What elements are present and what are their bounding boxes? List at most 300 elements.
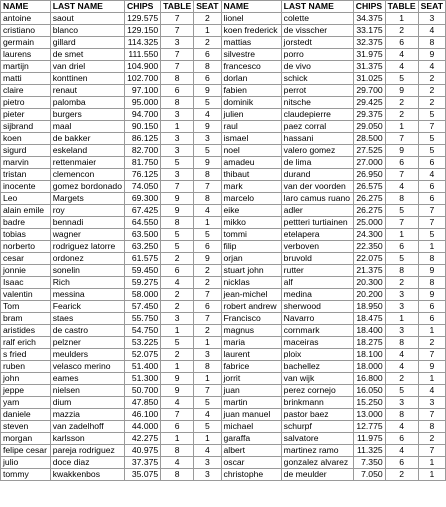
col-header-name: NAME	[221, 1, 281, 13]
left-first-name-cell: norberto	[1, 241, 51, 253]
right-chips-cell: 31.375	[353, 61, 385, 73]
left-seat-cell: 7	[194, 181, 221, 193]
table-row	[1, 181, 446, 193]
col-header-chips: CHIPS	[125, 1, 161, 13]
left-last-name-cell: ordonez	[50, 253, 124, 265]
table-row	[1, 409, 446, 421]
right-seat-cell: 6	[418, 181, 445, 193]
left-first-name-cell: tristan	[1, 169, 51, 181]
right-table-cell: 1	[385, 229, 418, 241]
left-last-name-cell: Margets	[50, 193, 124, 205]
right-last-name-cell: etelapera	[281, 229, 353, 241]
left-first-name-cell: tommy	[1, 469, 51, 481]
left-first-name-cell: Leo	[1, 193, 51, 205]
right-chips-cell: 29.425	[353, 97, 385, 109]
left-seat-cell: 7	[194, 289, 221, 301]
table-row	[1, 13, 446, 25]
right-table-cell: 2	[385, 25, 418, 37]
right-last-name-cell: valero gomez	[281, 145, 353, 157]
right-chips-cell: 26.275	[353, 205, 385, 217]
left-table-cell: 9	[161, 373, 194, 385]
left-seat-cell: 5	[194, 229, 221, 241]
left-chips-cell: 37.375	[125, 457, 161, 469]
left-seat-cell: 9	[194, 253, 221, 265]
right-seat-cell: 2	[418, 85, 445, 97]
left-first-name-cell: jonnie	[1, 265, 51, 277]
right-last-name-cell: de visscher	[281, 25, 353, 37]
left-chips-cell: 42.275	[125, 433, 161, 445]
left-last-name-cell: roy	[50, 205, 124, 217]
right-chips-cell: 21.375	[353, 265, 385, 277]
right-first-name-cell: mikko	[221, 217, 281, 229]
right-seat-cell: 2	[418, 337, 445, 349]
right-table-cell: 8	[385, 193, 418, 205]
col-header-seat: SEAT	[418, 1, 445, 13]
left-last-name-cell: burgers	[50, 109, 124, 121]
right-last-name-cell: bruvold	[281, 253, 353, 265]
left-table-cell: 7	[161, 49, 194, 61]
right-first-name-cell: laurent	[221, 349, 281, 361]
right-chips-cell: 15.250	[353, 397, 385, 409]
left-seat-cell: 5	[194, 421, 221, 433]
right-table-cell: 2	[385, 469, 418, 481]
right-table-cell: 3	[385, 325, 418, 337]
left-seat-cell: 6	[194, 49, 221, 61]
right-seat-cell: 5	[418, 229, 445, 241]
left-table-cell: 7	[161, 409, 194, 421]
left-first-name-cell: felipe cesar	[1, 445, 51, 457]
left-first-name-cell: matti	[1, 73, 51, 85]
left-chips-cell: 61.575	[125, 253, 161, 265]
left-last-name-cell: dium	[50, 397, 124, 409]
left-last-name-cell: de bakker	[50, 133, 124, 145]
right-first-name-cell: thibaut	[221, 169, 281, 181]
right-first-name-cell: jean-michel	[221, 289, 281, 301]
right-last-name-cell: schurpf	[281, 421, 353, 433]
right-first-name-cell: francesco	[221, 61, 281, 73]
right-first-name-cell: dominik	[221, 97, 281, 109]
right-chips-cell: 27.525	[353, 145, 385, 157]
right-table-cell: 7	[385, 133, 418, 145]
left-seat-cell: 2	[194, 37, 221, 49]
right-table-cell: 3	[385, 289, 418, 301]
left-last-name-cell: van zadelhoff	[50, 421, 124, 433]
left-table-cell: 9	[161, 193, 194, 205]
left-table-cell: 9	[161, 385, 194, 397]
left-table-cell: 1	[161, 361, 194, 373]
right-seat-cell: 5	[418, 145, 445, 157]
left-chips-cell: 52.075	[125, 349, 161, 361]
right-table-cell: 4	[385, 361, 418, 373]
right-last-name-cell: ploix	[281, 349, 353, 361]
left-first-name-cell: antoine	[1, 13, 51, 25]
left-last-name-cell: eskeland	[50, 145, 124, 157]
right-last-name-cell: van der voorden	[281, 181, 353, 193]
right-chips-cell: 18.100	[353, 349, 385, 361]
left-table-cell: 2	[161, 301, 194, 313]
right-last-name-cell: brinkmann	[281, 397, 353, 409]
left-table-cell: 7	[161, 61, 194, 73]
right-seat-cell: 1	[418, 457, 445, 469]
table-row	[1, 145, 446, 157]
right-last-name-cell: salvatore	[281, 433, 353, 445]
table-row	[1, 265, 446, 277]
right-last-name-cell: porro	[281, 49, 353, 61]
right-seat-cell: 1	[418, 469, 445, 481]
left-chips-cell: 58.000	[125, 289, 161, 301]
right-last-name-cell: pastor baez	[281, 409, 353, 421]
left-seat-cell: 6	[194, 241, 221, 253]
left-first-name-cell: tobias	[1, 229, 51, 241]
left-last-name-cell: gomez bordonado	[50, 181, 124, 193]
left-first-name-cell: ruben	[1, 361, 51, 373]
left-seat-cell: 9	[194, 157, 221, 169]
left-chips-cell: 63.250	[125, 241, 161, 253]
right-table-cell: 6	[385, 157, 418, 169]
left-chips-cell: 102.700	[125, 73, 161, 85]
right-chips-cell: 22.350	[353, 241, 385, 253]
left-last-name-cell: pelzner	[50, 337, 124, 349]
table-row	[1, 289, 446, 301]
left-chips-cell: 94.700	[125, 109, 161, 121]
right-first-name-cell: michael	[221, 421, 281, 433]
right-last-name-cell: Navarro	[281, 313, 353, 325]
left-chips-cell: 90.150	[125, 121, 161, 133]
right-seat-cell: 7	[418, 409, 445, 421]
left-chips-cell: 54.750	[125, 325, 161, 337]
left-first-name-cell: laurens	[1, 49, 51, 61]
left-last-name-cell: nielsen	[50, 385, 124, 397]
right-first-name-cell: tommi	[221, 229, 281, 241]
right-first-name-cell: maria	[221, 337, 281, 349]
right-table-cell: 6	[385, 433, 418, 445]
left-table-cell: 3	[161, 133, 194, 145]
right-first-name-cell: martin	[221, 397, 281, 409]
table-row	[1, 85, 446, 97]
right-chips-cell: 33.175	[353, 25, 385, 37]
right-first-name-cell: raul	[221, 121, 281, 133]
right-last-name-cell: laro camus ruano	[281, 193, 353, 205]
right-table-cell: 8	[385, 265, 418, 277]
left-table-cell: 2	[161, 289, 194, 301]
right-chips-cell: 31.025	[353, 73, 385, 85]
left-chips-cell: 55.750	[125, 313, 161, 325]
left-first-name-cell: ralf erich	[1, 337, 51, 349]
table-row	[1, 229, 446, 241]
left-table-cell: 1	[161, 121, 194, 133]
left-table-cell: 8	[161, 217, 194, 229]
right-table-cell: 4	[385, 349, 418, 361]
right-seat-cell: 3	[418, 397, 445, 409]
right-first-name-cell: stuart john	[221, 265, 281, 277]
right-seat-cell: 2	[418, 433, 445, 445]
table-row	[1, 397, 446, 409]
left-table-cell: 5	[161, 337, 194, 349]
left-first-name-cell: pieter	[1, 109, 51, 121]
left-seat-cell: 1	[194, 25, 221, 37]
left-table-cell: 7	[161, 181, 194, 193]
left-chips-cell: 63.500	[125, 229, 161, 241]
left-last-name-cell: rodriguez latorre	[50, 241, 124, 253]
table-row	[1, 25, 446, 37]
left-last-name-cell: wagner	[50, 229, 124, 241]
right-table-cell: 9	[385, 85, 418, 97]
right-last-name-cell: perez cornejo	[281, 385, 353, 397]
left-seat-cell: 8	[194, 61, 221, 73]
left-chips-cell: 114.325	[125, 37, 161, 49]
left-first-name-cell: john	[1, 373, 51, 385]
left-first-name-cell: jeppe	[1, 385, 51, 397]
left-first-name-cell: claire	[1, 85, 51, 97]
left-last-name-cell: karlsson	[50, 433, 124, 445]
left-chips-cell: 46.100	[125, 409, 161, 421]
right-first-name-cell: eike	[221, 205, 281, 217]
left-seat-cell: 3	[194, 457, 221, 469]
table-row	[1, 133, 446, 145]
left-first-name-cell: julio	[1, 457, 51, 469]
left-first-name-cell: valentin	[1, 289, 51, 301]
left-last-name-cell: kwakkenbos	[50, 469, 124, 481]
left-last-name-cell: bennadi	[50, 217, 124, 229]
right-chips-cell: 18.000	[353, 361, 385, 373]
left-chips-cell: 51.300	[125, 373, 161, 385]
right-seat-cell: 2	[418, 73, 445, 85]
right-seat-cell: 9	[418, 265, 445, 277]
right-table-cell: 8	[385, 337, 418, 349]
left-first-name-cell: cristiano	[1, 25, 51, 37]
right-table-cell: 6	[385, 37, 418, 49]
left-first-name-cell: s fried	[1, 349, 51, 361]
table-row	[1, 97, 446, 109]
left-seat-cell: 6	[194, 301, 221, 313]
left-chips-cell: 69.300	[125, 193, 161, 205]
left-chips-cell: 104.900	[125, 61, 161, 73]
table-row	[1, 49, 446, 61]
table-row	[1, 373, 446, 385]
table-row	[1, 361, 446, 373]
left-chips-cell: 97.100	[125, 85, 161, 97]
left-last-name-cell: meulders	[50, 349, 124, 361]
left-seat-cell: 8	[194, 193, 221, 205]
table-row	[1, 421, 446, 433]
left-seat-cell: 8	[194, 169, 221, 181]
table-row	[1, 457, 446, 469]
right-chips-cell: 25.000	[353, 217, 385, 229]
right-last-name-cell: maceiras	[281, 337, 353, 349]
right-first-name-cell: fabien	[221, 85, 281, 97]
left-chips-cell: 59.275	[125, 277, 161, 289]
left-table-cell: 8	[161, 445, 194, 457]
left-first-name-cell: yam	[1, 397, 51, 409]
left-seat-cell: 1	[194, 433, 221, 445]
left-last-name-cell: mazzia	[50, 409, 124, 421]
left-seat-cell: 1	[194, 217, 221, 229]
right-last-name-cell: de vivo	[281, 61, 353, 73]
header-row	[1, 1, 446, 13]
right-chips-cell: 18.950	[353, 301, 385, 313]
left-table-cell: 5	[161, 157, 194, 169]
right-seat-cell: 1	[418, 373, 445, 385]
right-seat-cell: 7	[418, 121, 445, 133]
right-chips-cell: 27.000	[353, 157, 385, 169]
right-table-cell: 5	[385, 385, 418, 397]
left-last-name-cell: van driel	[50, 61, 124, 73]
right-seat-cell: 6	[418, 301, 445, 313]
left-chips-cell: 82.700	[125, 145, 161, 157]
table-body	[1, 13, 446, 481]
left-first-name-cell: daniele	[1, 409, 51, 421]
right-first-name-cell: juan manuel	[221, 409, 281, 421]
table-row	[1, 253, 446, 265]
right-seat-cell: 4	[418, 385, 445, 397]
left-table-cell: 3	[161, 169, 194, 181]
right-first-name-cell: dorlan	[221, 73, 281, 85]
left-chips-cell: 50.700	[125, 385, 161, 397]
left-chips-cell: 44.000	[125, 421, 161, 433]
left-table-cell: 3	[161, 313, 194, 325]
right-seat-cell: 8	[418, 253, 445, 265]
left-last-name-cell: pareja rodriguez	[50, 445, 124, 457]
right-chips-cell: 7.050	[353, 469, 385, 481]
right-chips-cell: 34.375	[353, 13, 385, 25]
left-chips-cell: 111.550	[125, 49, 161, 61]
left-table-cell: 4	[161, 397, 194, 409]
right-chips-cell: 26.950	[353, 169, 385, 181]
right-first-name-cell: noel	[221, 145, 281, 157]
left-table-cell: 8	[161, 469, 194, 481]
right-last-name-cell: nitsche	[281, 97, 353, 109]
left-seat-cell: 4	[194, 205, 221, 217]
right-last-name-cell: adler	[281, 205, 353, 217]
right-chips-cell: 32.375	[353, 37, 385, 49]
right-table-cell: 6	[385, 457, 418, 469]
left-chips-cell: 53.225	[125, 337, 161, 349]
right-chips-cell: 16.800	[353, 373, 385, 385]
left-seat-cell: 9	[194, 121, 221, 133]
left-first-name-cell: badre	[1, 217, 51, 229]
right-seat-cell: 2	[418, 97, 445, 109]
right-chips-cell: 29.700	[353, 85, 385, 97]
left-first-name-cell: inocente	[1, 181, 51, 193]
left-chips-cell: 51.400	[125, 361, 161, 373]
right-first-name-cell: ismael	[221, 133, 281, 145]
left-first-name-cell: pietro	[1, 97, 51, 109]
left-last-name-cell: clemencon	[50, 169, 124, 181]
right-first-name-cell: marcelo	[221, 193, 281, 205]
right-last-name-cell: gonzalez alvarez	[281, 457, 353, 469]
left-last-name-cell: Fearick	[50, 301, 124, 313]
left-seat-cell: 1	[194, 373, 221, 385]
left-chips-cell: 64.550	[125, 217, 161, 229]
left-table-cell: 1	[161, 433, 194, 445]
right-last-name-cell: hassani	[281, 133, 353, 145]
right-table-cell: 4	[385, 445, 418, 457]
right-table-cell: 4	[385, 181, 418, 193]
left-first-name-cell: marvin	[1, 157, 51, 169]
left-seat-cell: 6	[194, 73, 221, 85]
left-first-name-cell: germain	[1, 37, 51, 49]
table-row	[1, 217, 446, 229]
left-chips-cell: 35.075	[125, 469, 161, 481]
left-last-name-cell: maal	[50, 121, 124, 133]
left-chips-cell: 67.425	[125, 205, 161, 217]
left-chips-cell: 86.125	[125, 133, 161, 145]
right-table-cell: 8	[385, 409, 418, 421]
right-chips-cell: 24.300	[353, 229, 385, 241]
right-chips-cell: 11.325	[353, 445, 385, 457]
left-chips-cell: 59.450	[125, 265, 161, 277]
right-table-cell: 4	[385, 421, 418, 433]
left-last-name-cell: gillard	[50, 37, 124, 49]
table-row	[1, 445, 446, 457]
left-seat-cell: 3	[194, 349, 221, 361]
right-seat-cell: 6	[418, 313, 445, 325]
right-chips-cell: 12.775	[353, 421, 385, 433]
right-first-name-cell: julien	[221, 109, 281, 121]
left-last-name-cell: de smet	[50, 49, 124, 61]
right-table-cell: 1	[385, 313, 418, 325]
table-row	[1, 169, 446, 181]
left-chips-cell: 129.150	[125, 25, 161, 37]
left-first-name-cell: steven	[1, 421, 51, 433]
left-table-cell: 6	[161, 85, 194, 97]
left-seat-cell: 2	[194, 277, 221, 289]
right-first-name-cell: koen frederick	[221, 25, 281, 37]
left-table-cell: 3	[161, 145, 194, 157]
left-last-name-cell: sonelin	[50, 265, 124, 277]
left-seat-cell: 3	[194, 469, 221, 481]
right-chips-cell: 29.050	[353, 121, 385, 133]
right-first-name-cell: robert andrew	[221, 301, 281, 313]
left-first-name-cell: bram	[1, 313, 51, 325]
right-seat-cell: 7	[418, 217, 445, 229]
left-seat-cell: 7	[194, 385, 221, 397]
left-table-cell: 8	[161, 97, 194, 109]
right-first-name-cell: mark	[221, 181, 281, 193]
left-last-name-cell: staes	[50, 313, 124, 325]
right-table-cell: 5	[385, 73, 418, 85]
table-row	[1, 385, 446, 397]
right-seat-cell: 7	[418, 349, 445, 361]
col-header-name: NAME	[1, 1, 51, 13]
right-first-name-cell: juan	[221, 385, 281, 397]
right-last-name-cell: rutter	[281, 265, 353, 277]
table-row	[1, 109, 446, 121]
right-last-name-cell: de meulder	[281, 469, 353, 481]
left-seat-cell: 3	[194, 133, 221, 145]
right-seat-cell: 9	[418, 49, 445, 61]
right-table-cell: 4	[385, 61, 418, 73]
left-chips-cell: 47.850	[125, 397, 161, 409]
left-seat-cell: 5	[194, 97, 221, 109]
right-chips-cell: 7.350	[353, 457, 385, 469]
left-chips-cell: 74.050	[125, 181, 161, 193]
right-seat-cell: 6	[418, 193, 445, 205]
right-seat-cell: 8	[418, 421, 445, 433]
left-last-name-cell: palomba	[50, 97, 124, 109]
left-first-name-cell: Tom	[1, 301, 51, 313]
right-first-name-cell: Francisco	[221, 313, 281, 325]
left-last-name-cell: Rich	[50, 277, 124, 289]
left-chips-cell: 57.450	[125, 301, 161, 313]
right-chips-cell: 18.475	[353, 313, 385, 325]
left-chips-cell: 129.575	[125, 13, 161, 25]
right-chips-cell: 22.075	[353, 253, 385, 265]
right-chips-cell: 31.975	[353, 49, 385, 61]
table-row	[1, 193, 446, 205]
left-table-cell: 1	[161, 325, 194, 337]
table-row	[1, 313, 446, 325]
